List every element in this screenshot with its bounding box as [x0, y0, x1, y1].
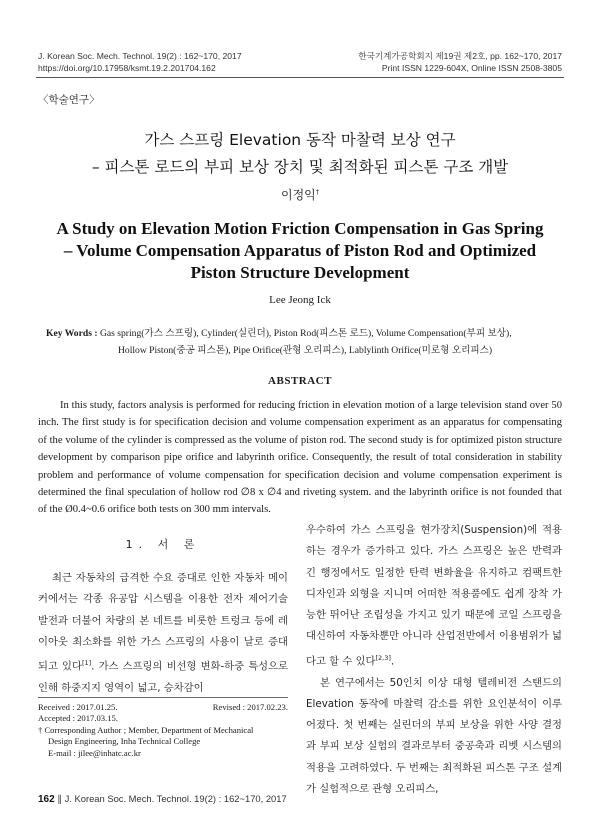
- title-english-line3: Piston Structure Development: [190, 263, 410, 282]
- intro-right-paragraph-1: [306, 520, 562, 673]
- journal-citation: [38, 50, 242, 74]
- title-korean-line1: 가스 스프링 Elevation 동작 마찰력 보상 연구: [144, 131, 456, 149]
- author-english: Lee Jeong Ick: [269, 294, 331, 306]
- doi-link[interactable]: https://doi.org/10.17958/ksmt.19.2.201704.162: [38, 63, 216, 73]
- accepted-date: Accepted : 2017.03.15.: [38, 713, 118, 724]
- citation-ref-2-3[interactable]: [2,3]: [375, 653, 391, 662]
- article-category: 〈학술연구〉: [38, 94, 100, 106]
- keywords-line2: Hollow Piston(중공 피스톤), Pipe Orifice(관형 오리피스), Lablylinth Orifice(미로형 오리피스): [118, 345, 493, 356]
- intro-right-para1-end: .: [390, 655, 395, 668]
- intro-para1-text: 최근 자동차의 급격한 수요 증대로 인한 자동차 메이커에서는 각종 유공압 시스템을 이용한 전자 제어기술 발전과 더불어 차량의 본 네트를 비롯한 트렁크 등에 레이아웃 최소화를 위한 가스 스프링의 사용이 날로 증대되고 있다: [38, 572, 288, 673]
- received-date: Received : 2017.01.25.: [38, 702, 118, 712]
- header-citation-line: J. Korean Soc. Mech. Technol. 19(2) : 162~170, 2017: [38, 51, 242, 61]
- intro-paragraph-1: [38, 568, 288, 699]
- footer-citation: ∥ J. Korean Soc. Mech. Technol. 19(2) : 162~170, 2017: [57, 793, 287, 804]
- corresponding-author-line1: † Corresponding Author ; Member, Department of Mechanical: [38, 724, 254, 735]
- abstract-body: [38, 397, 562, 519]
- title-english-line1: A Study on Elevation Motion Friction Compensation in Gas Spring: [56, 219, 544, 238]
- journal-issn: [358, 50, 562, 74]
- intro-right-para1-text: 우수하여 가스 스프링을 현가장치(Suspension)에 적용하는 경우가 증가하고 있다. 가스 스프링은 높은 반력과 긴 행정에서도 일정한 탄력 변화율을 유지하고 컴팩트한 디자인과 외형을 지니며 어떠한 적용품에도 쉽게 장착 가능한 뛰어난 조립성을 가지고 있기 때문에 코일 스프링을 대신하여 자동차뿐만 아니라 산업전반에서 이용범위가 넓다고 할 수 있다: [306, 524, 562, 668]
- intro-right-paragraph-2: 본 연구에서는 50인치 이상 대형 텔레비전 스탠드의 Elevation 동작에 마찰력 감소를 위한 요인분석이 이루어졌다. 첫 번째는 실린더의 부피 보상을 위한 사양 결정과 부피 보상 실험의 결과로부터 중공축과 리벳 시스템의 적용을 고려하였다. 두 번째는 최적화된 피스톤 구조 설계가 실험적으로 관형 오리피스,: [306, 676, 562, 795]
- header-issn: Print ISSN 1229-604X, Online ISSN 2508-3805: [381, 63, 562, 73]
- title-english-line2: – Volume Compensation Apparatus of Piston Rod and Optimized: [63, 241, 537, 260]
- abstract-text: In this study, factors analysis is performed for reducing friction in elevation motion of a large television stand over 50 inch. The first study is for specification decision and volume compensation experiment as an apparatus for compensating of the volume of the cylinder is compressed as the volume of piston rod. The second study is for optimized piston structure development by comparison pipe orifice and labyrinth orifice. Consequently, the result of total consideration in stability problem and performance of volume compensation for specification decision and volume compensation experiment is determined the final speculation of hollow rod ∅8 x ∅4 and riveting system. and the labyrinth orifice is not founded that of the Ø0.4~0.6 orifice both tests on 300 mm intervals.: [38, 400, 562, 516]
- footnote-dates: [38, 702, 288, 713]
- footnote: [38, 702, 288, 759]
- corresponding-author-line2: Design Engineering, Inha Technical College: [48, 736, 201, 747]
- keywords-line1: Gas spring(가스 스프링), Cylinder(실린더), Piston Rod(피스톤 로드), Volume Compensation(부피 보상),: [99, 328, 512, 339]
- title-korean-line2: – 피스톤 로드의 부피 보상 장치 및 최적화된 피스톤 구조 개발: [91, 158, 509, 176]
- section-heading-intro: 1. 서 론: [125, 538, 201, 551]
- page-number: 162: [38, 794, 55, 805]
- author-korean: [0, 186, 600, 203]
- footnote-rule: [38, 697, 288, 698]
- citation-ref-1[interactable]: [1]: [81, 659, 92, 668]
- keywords-label: Key Words :: [46, 328, 98, 339]
- header-rule: [36, 77, 564, 78]
- intro-left-column: [38, 568, 288, 699]
- keywords: [46, 325, 558, 359]
- intro-para1-cont: . 가스 스프링의 비선형 변화-하중 특성으로 인해 하중지지 영역이 넓고, 승차감이: [38, 660, 289, 694]
- corresponding-mark: †: [315, 188, 320, 196]
- author-korean-name: 이정익: [280, 188, 316, 202]
- author-email[interactable]: E-mail : jilee@inhatc.ac.kr: [48, 747, 141, 758]
- page-footer: [38, 793, 287, 805]
- header-journal-korean: 한국기계가공학회지 제19권 제2호, pp. 162~170, 2017: [358, 51, 562, 61]
- revised-date: Revised : 2017.02.23.: [212, 702, 288, 712]
- abstract-heading: ABSTRACT: [268, 375, 332, 387]
- intro-right-column: [306, 520, 562, 800]
